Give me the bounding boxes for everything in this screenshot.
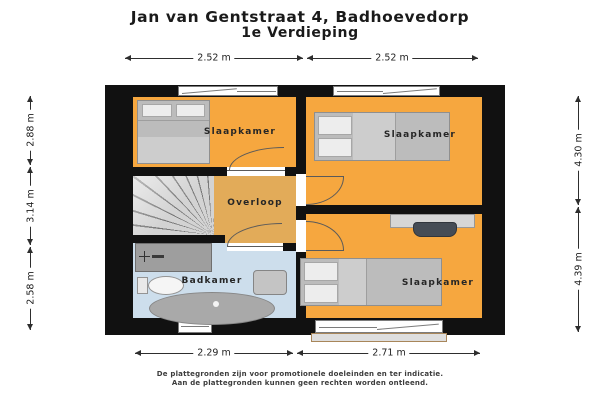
- door-leaf: [306, 250, 344, 251]
- wall-landing-bathroom: [283, 243, 296, 251]
- arrow-up-icon: [27, 167, 33, 173]
- dimension-label: 2.71 m: [368, 348, 409, 359]
- room-label-bedroom-bottom-right: Slaapkamer: [401, 278, 475, 288]
- arrow-down-icon: [27, 324, 33, 330]
- door-opening-bedroom-bottom-right: [296, 220, 306, 252]
- window-bedroom-top-right: [333, 86, 440, 96]
- pillow: [304, 284, 338, 303]
- pillow: [318, 116, 352, 135]
- casement-line: [182, 88, 237, 94]
- disclaimer-line-1: De plattegronden zijn voor promotionele doeleinden en ter indicatie.: [156, 370, 444, 378]
- window-bedroom-bottom-right: [315, 320, 443, 333]
- arrow-up-icon: [27, 96, 33, 102]
- window-mid-line: [319, 327, 377, 328]
- dimension-label: 4.39 m: [574, 248, 585, 289]
- dimension-label: 2.88 m: [26, 109, 37, 150]
- room-label-bedroom-top-left: Slaapkamer: [203, 127, 277, 137]
- dimension-label: 2.52 m: [193, 53, 234, 64]
- bathtub-drain: [213, 301, 219, 307]
- arrow-left-icon: [125, 55, 131, 61]
- casement-line: [377, 324, 439, 330]
- pillow: [142, 104, 172, 117]
- bathtub-icon: [149, 292, 275, 325]
- dimension-label: 3.14 m: [26, 185, 37, 226]
- pillow: [318, 138, 352, 157]
- room-label-landing: Overloop: [227, 198, 283, 208]
- wall-stairs-bathroom: [133, 235, 225, 243]
- faucet-icon: [139, 251, 150, 262]
- wall-bedrooms-right-divider: [296, 205, 482, 214]
- door-leaf: [227, 170, 285, 171]
- desk-chair: [413, 222, 457, 237]
- door-leaf: [227, 246, 283, 247]
- pillow: [304, 262, 338, 281]
- arrow-down-icon: [27, 159, 33, 165]
- pillow: [176, 104, 205, 117]
- room-label-bathroom: Badkamer: [181, 276, 243, 286]
- disclaimer-line-2: Aan de plattegronden kunnen geen rechten worden ontleend.: [171, 379, 429, 387]
- arrow-left-icon: [297, 350, 303, 356]
- arrow-right-icon: [474, 350, 480, 356]
- arrow-right-icon: [472, 55, 478, 61]
- bed-seam: [138, 120, 209, 121]
- dimension-label: 2.29 m: [193, 348, 234, 359]
- arrow-up-icon: [575, 96, 581, 102]
- bed-duvet-light: [138, 137, 209, 163]
- window-bedroom-top-left: [178, 86, 278, 96]
- arrow-right-icon: [297, 55, 303, 61]
- arrow-down-icon: [575, 199, 581, 205]
- dimension-label: 2.58 m: [26, 267, 37, 308]
- window-mid-line: [237, 91, 276, 92]
- staircase: [133, 176, 214, 235]
- arrow-down-icon: [575, 326, 581, 332]
- arrow-down-icon: [27, 239, 33, 245]
- toilet-tank: [137, 277, 148, 294]
- arrow-up-icon: [575, 207, 581, 213]
- wall-top: [105, 85, 505, 97]
- arrow-up-icon: [27, 247, 33, 253]
- wall-left: [105, 85, 133, 335]
- wall-right: [482, 85, 505, 335]
- bed-seam: [366, 259, 367, 305]
- arrow-right-icon: [287, 350, 293, 356]
- dimension-label: 4.30 m: [574, 129, 585, 170]
- arrow-left-icon: [307, 55, 313, 61]
- page-subtitle-floor: 1e Verdieping: [241, 25, 359, 41]
- window-mid-line: [337, 91, 383, 92]
- page-title: Jan van Gentstraat 4, Badhoevedorp: [130, 8, 470, 26]
- dimension-label: 2.52 m: [371, 53, 412, 64]
- casement-line: [383, 88, 437, 94]
- room-label-bedroom-top-right: Slaapkamer: [383, 130, 457, 140]
- arrow-left-icon: [135, 350, 141, 356]
- window-sill-bedroom-bottom-right: [311, 333, 447, 342]
- window-mid-line: [181, 326, 209, 327]
- bed-duvet-light: [339, 259, 366, 305]
- faucet-handle: [152, 255, 164, 258]
